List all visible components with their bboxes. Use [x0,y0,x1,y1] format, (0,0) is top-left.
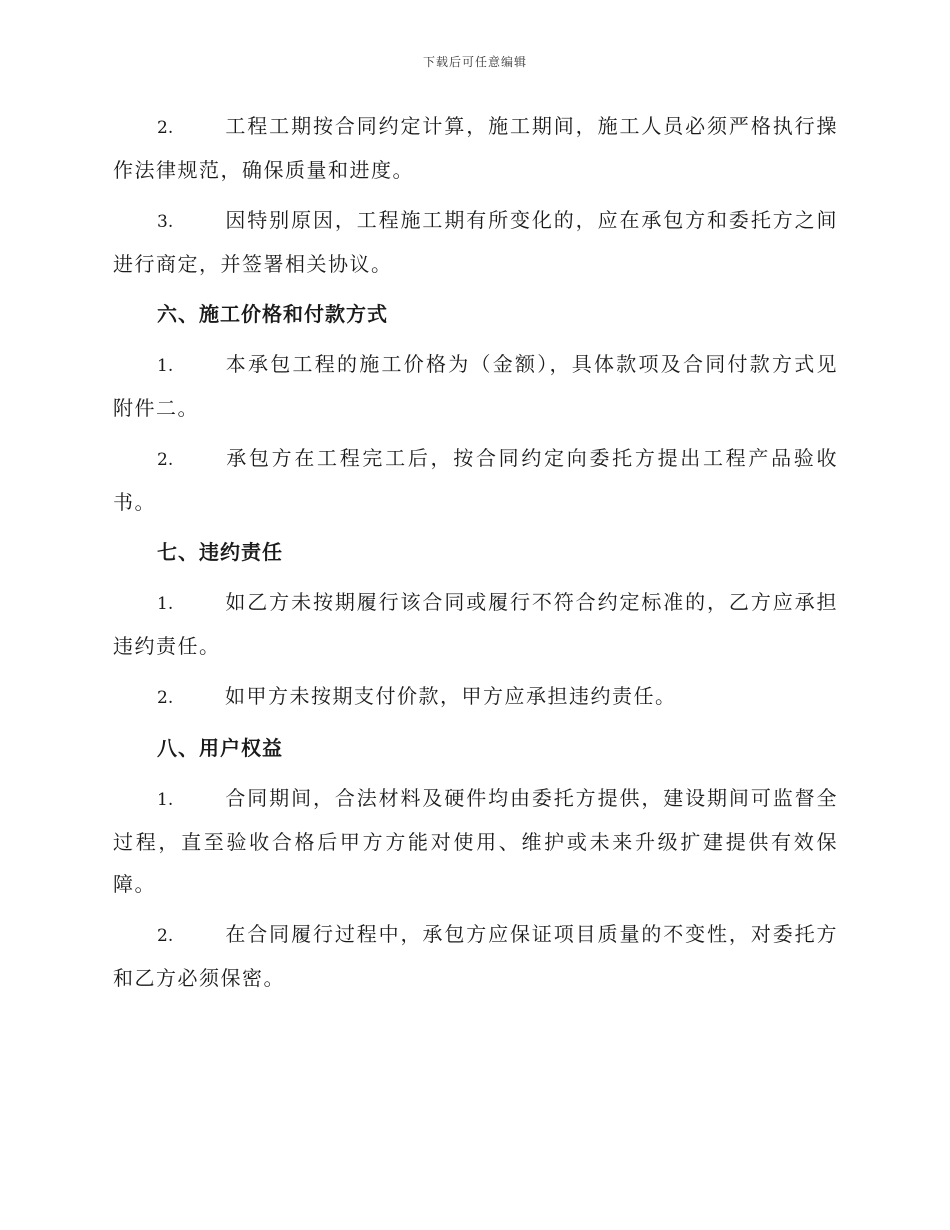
clause-text: 如甲方未按期支付价款，甲方应承担违约责任。 [225,684,677,708]
clause-item [113,913,838,999]
clause-text: 合同期间，合法材料及硬件均由委托方提供，建设期间可监督全过程，直至验收合格后甲方方能对使用、维护或未来升级扩建提供有效保障。 [113,786,838,896]
clause-item [113,199,838,285]
clause-text: 工程工期按合同约定计算，施工期间，施工人员必须严格执行操作法律规范，确保质量和进度。 [113,114,838,182]
clause-number: 2. [157,450,174,470]
clause-number: 2. [157,118,174,138]
clause-number: 1. [157,790,174,810]
clause-text: 承包方在工程完工后，按合同约定向委托方提出工程产品验收书。 [113,446,838,514]
clause-item [113,343,838,429]
clause-text: 如乙方未按期履行该合同或履行不符合约定标准的，乙方应承担违约责任。 [113,590,838,658]
clause-number: 3. [157,212,174,232]
clause-number: 2. [157,926,174,946]
clause-item [113,437,838,523]
clause-item [113,581,838,667]
document-body [113,105,838,1007]
section-heading-breach-liability: 七、违约责任 [157,540,283,564]
clause-text: 本承包工程的施工价格为（金额），具体款项及合同付款方式见附件二。 [113,352,838,420]
clause-number: 1. [157,594,174,614]
clause-item [113,777,838,905]
clause-number: 2. [157,688,174,708]
clause-item [113,105,838,191]
page-header: 下载后可任意编辑 [422,55,527,69]
clause-number: 1. [157,356,174,376]
section-heading-user-rights: 八、用户权益 [157,736,283,760]
section-heading-pricing-payment: 六、施工价格和付款方式 [157,302,388,326]
clause-text: 在合同履行过程中，承包方应保证项目质量的不变性，对委托方和乙方必须保密。 [113,922,838,990]
clause-item [113,675,838,719]
clause-text: 因特别原因，工程施工期有所变化的，应在承包方和委托方之间进行商定，并签署相关协议。 [113,208,838,276]
